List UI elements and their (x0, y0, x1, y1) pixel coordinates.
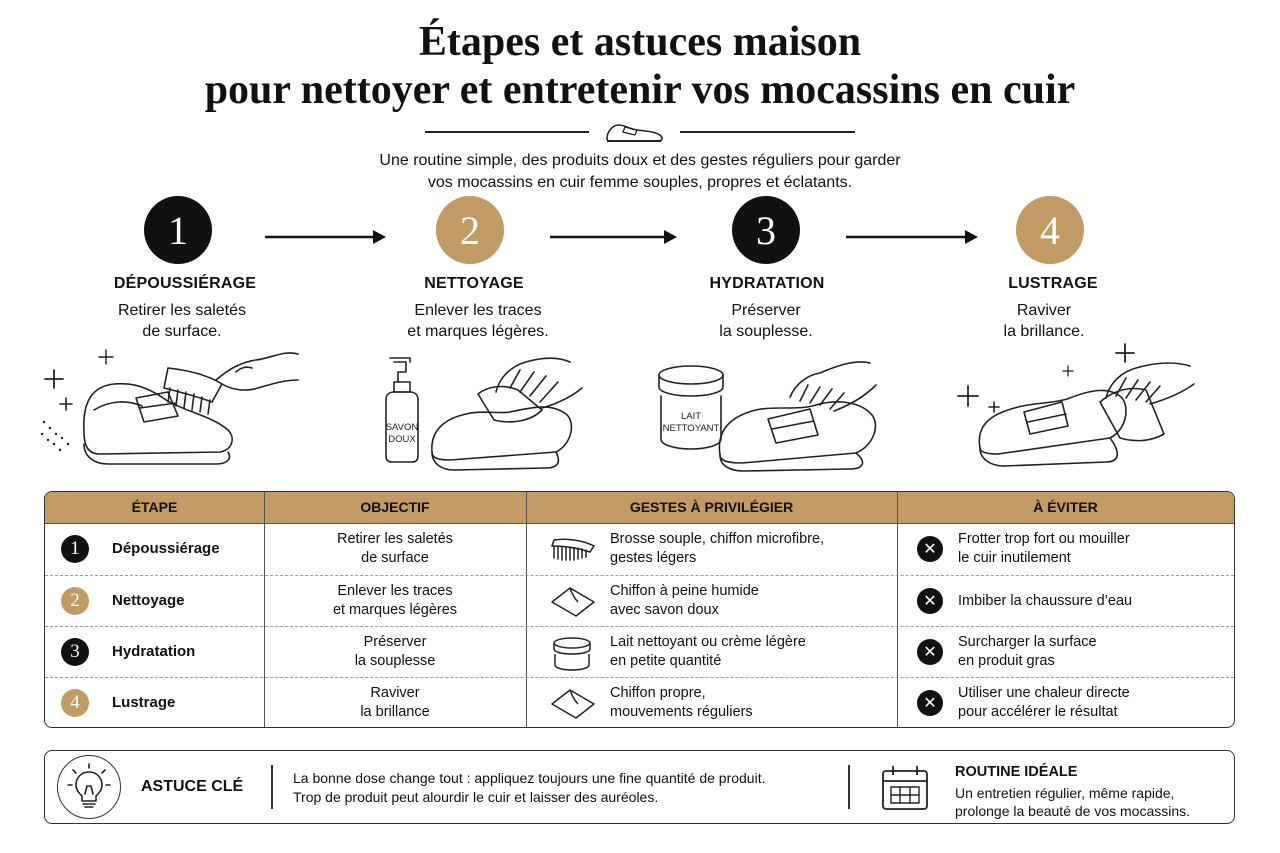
step-4-description: Raviver la brillance. (1003, 302, 1085, 340)
row-objective: Enlever les traces et marques légères (332, 583, 458, 618)
routine-title: ROUTINE IDÉALE (955, 764, 1078, 780)
step-2-description: Enlever les traces et marques légères. (407, 302, 549, 340)
step-4-number: 4 (1016, 196, 1084, 264)
title-divider-right (680, 131, 855, 133)
row-avoid: Imbiber la chaussure d’eau (958, 592, 1133, 609)
row-avoid: Surcharger la surface en produit gras (958, 634, 1097, 669)
tip-text: La bonne dose change tout : appliquez toujours une fine quantité de produit. Trop de produit peut alourdir le cuir et laisser des auréoles. (293, 770, 766, 805)
row-gestes: Lait nettoyant ou crème légère en petite quantité (610, 634, 806, 669)
table-row (45, 678, 1234, 728)
row-gestes: Brosse souple, chiffon microfibre, gestes légers (610, 531, 825, 566)
cloth-icon (548, 686, 598, 722)
cream-label-line-1: LAIT (680, 411, 702, 422)
cream-jar-icon (548, 635, 598, 673)
header-etape: ÉTAPE (131, 499, 178, 515)
brush-icon (548, 532, 598, 568)
header-gestes: GESTES À PRIVILÉGIER (629, 499, 794, 515)
page-title-line-1: Étapes et astuces maison (418, 19, 862, 65)
row-step-name: Hydratation (112, 643, 196, 660)
tip-separator (848, 765, 850, 809)
step-1-number: 1 (144, 196, 212, 264)
row-step-name: Lustrage (112, 694, 176, 711)
header-eviter: À ÉVITER (1033, 499, 1098, 515)
subtitle-line-1: Une routine simple, des produits doux et des gestes réguliers pour garder (379, 152, 901, 169)
page-title-line-2: pour nettoyer et entretenir vos mocassins en cuir (204, 67, 1076, 113)
x-circle-icon: ✕ (917, 536, 943, 562)
x-circle-icon: ✕ (917, 588, 943, 614)
loafer-icon (603, 117, 665, 145)
table-row (45, 524, 1234, 574)
row-avoid: Frotter trop fort ou mouiller le cuir inutilement (958, 531, 1130, 566)
cloth-icon (548, 584, 598, 620)
table-header (45, 492, 1234, 523)
routine-text: Un entretien régulier, même rapide, prolonge la beauté de vos mocassins. (955, 785, 1191, 819)
step-3-description: Préserver la souplesse. (719, 302, 813, 340)
row-step-number: 3 (61, 638, 89, 666)
step-3-title: HYDRATATION (709, 275, 825, 292)
tip-label: ASTUCE CLÉ (141, 778, 244, 795)
row-gestes: Chiffon à peine humide avec savon doux (610, 583, 759, 618)
step-1-description: Retirer les saletés de surface. (117, 302, 247, 340)
step-3-number: 3 (732, 196, 800, 264)
step-2-number: 2 (436, 196, 504, 264)
table-row (45, 576, 1234, 626)
tip-separator (271, 765, 273, 809)
row-step-number: 2 (61, 587, 89, 615)
subtitle-line-2: vos mocassins en cuir femme souples, propres et éclatants. (427, 174, 853, 191)
row-objective: Raviver la brillance (360, 685, 430, 720)
arrow-step-2-3 (550, 227, 678, 247)
calendar-icon (879, 763, 931, 813)
x-circle-icon: ✕ (917, 690, 943, 716)
step-2-title: NETTOYAGE (424, 275, 524, 292)
row-step-number: 1 (61, 535, 89, 563)
milk-cream-illustration (650, 345, 890, 475)
brush-shoe-illustration (36, 340, 306, 475)
soap-label-line-2: DOUX (388, 434, 416, 445)
polish-cloth-illustration (950, 338, 1200, 473)
step-1-title: DÉPOUSSIÉRAGE (113, 275, 257, 292)
title-divider-left (425, 131, 589, 133)
soap-cloth-illustration (370, 348, 590, 478)
step-4-title: LUSTRAGE (1008, 275, 1098, 292)
row-objective: Retirer les saletés de surface (336, 531, 454, 566)
x-circle-icon: ✕ (917, 639, 943, 665)
summary-table (44, 491, 1235, 728)
lightbulb-icon (58, 756, 120, 818)
row-avoid: Utiliser une chaleur directe pour accélérer le résultat (958, 685, 1130, 720)
lightbulb-icon-frame (57, 755, 121, 819)
row-step-name: Nettoyage (112, 592, 185, 609)
cream-label-line-2: NETTOYANT (662, 423, 720, 434)
arrow-step-3-4 (846, 227, 979, 247)
table-row (45, 627, 1234, 677)
row-gestes: Chiffon propre, mouvements réguliers (610, 685, 753, 720)
soap-label-line-1: SAVON (385, 422, 419, 433)
tip-box (44, 750, 1235, 824)
row-step-name: Dépoussiérage (112, 540, 220, 557)
row-objective: Préserver la souplesse (354, 634, 436, 669)
header-objectif: OBJECTIF (360, 499, 430, 515)
arrow-step-1-2 (265, 227, 387, 247)
row-step-number: 4 (61, 689, 89, 717)
